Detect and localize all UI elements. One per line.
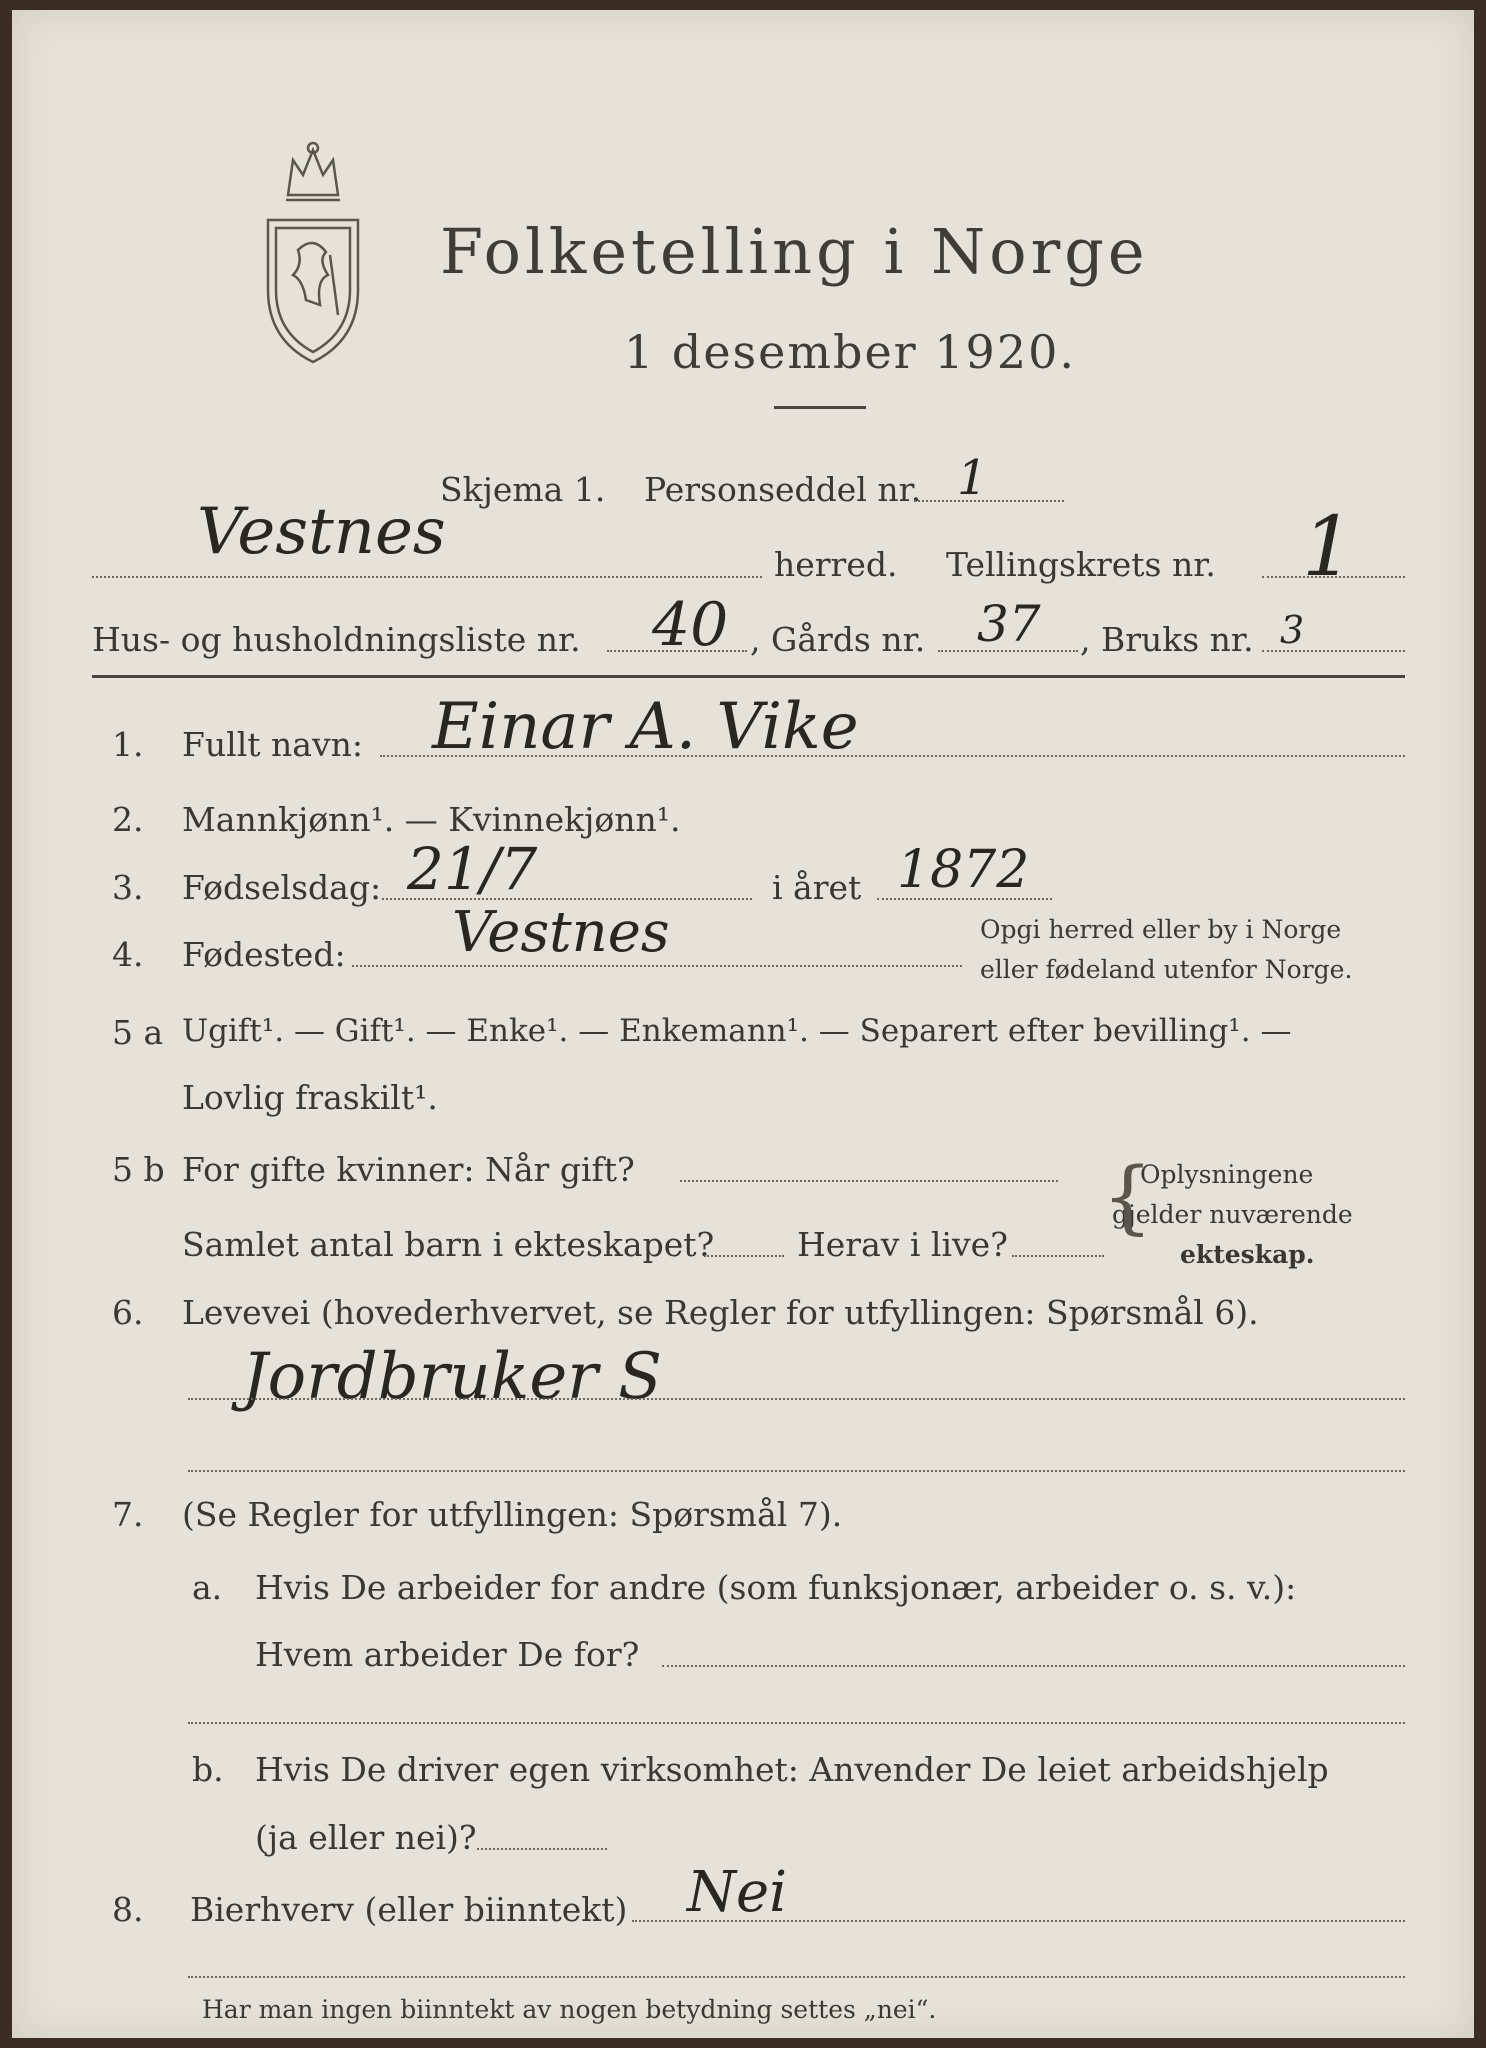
form-date: 1 desember 1920. [624,325,1076,379]
q5b-note-line3: ekteskap. [1180,1240,1315,1269]
census-form [12,10,1474,2038]
q5a-line1: Ugift¹. — Gift¹. — Enke¹. — Enkemann¹. — Separert efter bevilling¹. — [182,1013,1292,1049]
q5b-number: 5 b [112,1150,165,1189]
q5b-line2b: Herav i live? [797,1225,1008,1264]
q8-line-extra [188,1976,1405,1978]
herred-label: herred. [774,545,898,584]
q7a-letter: a. [192,1568,223,1607]
gards-label: , Gårds nr. [750,620,926,659]
q6-line2 [188,1470,1405,1472]
q4-note-line1: Opgi herred eller by i Norge [980,915,1342,944]
q3-year-label: i året [772,868,862,907]
q3-number: 3. [112,868,144,907]
q7b-letter: b. [192,1750,224,1789]
q3-value[interactable]: 21/7 [407,835,538,903]
husliste-label: Hus- og husholdningsliste nr. [92,620,581,659]
q5b-line1: For gifte kvinner: Når gift? [182,1150,635,1189]
q5b-note-line1: Oplysningene [1140,1160,1314,1189]
herred-line [92,576,762,578]
q1-label: Fullt navn: [182,725,363,764]
q2-label: Mannkjønn¹. — Kvinnekjønn¹. [182,800,681,839]
q4-note-line2: eller fødeland utenfor Norge. [980,955,1353,984]
form-title: Folketelling i Norge [440,215,1149,288]
bruks-label: , Bruks nr. [1080,620,1254,659]
tellingskrets-label: Tellingskrets nr. [946,545,1216,584]
title-divider [774,406,866,409]
tellingskrets-value[interactable]: 1 [1302,500,1355,595]
husliste-value[interactable]: 40 [652,590,729,660]
q5a-number: 5 a [112,1013,164,1052]
q5b-gift-line [680,1180,1058,1182]
q5a-line2: Lovlig fraskilt¹. [182,1078,438,1117]
personseddel-label: Personseddel nr. [644,470,922,509]
personseddel-value[interactable]: 1 [957,450,988,506]
q4-number: 4. [112,935,144,974]
q8-number: 8. [112,1890,144,1929]
q5b-line2a: Samlet antal barn i ekteskapet? [182,1225,715,1264]
q2-number: 2. [112,800,144,839]
q6-number: 6. [112,1293,144,1332]
personseddel-line [914,500,1064,502]
q7b-line1: Hvis De driver egen virksomhet: Anvender De leiet arbeidshjelp [255,1750,1329,1789]
q5b-live-line [1012,1255,1104,1257]
q7a-line-extra [188,1722,1405,1724]
q4-label: Fødested: [182,935,346,974]
bruks-value[interactable]: 3 [1280,608,1305,652]
q3-year-value[interactable]: 1872 [897,840,1030,900]
q1-number: 1. [112,725,144,764]
q7b-line2: (ja eller nei)? [255,1818,477,1857]
q7a-line2: Hvem arbeider De for? [255,1635,640,1674]
q6-label: Levevei (hovederhvervet, se Regler for utfyllingen: Spørsmål 6). [182,1293,1259,1332]
q5b-barn-line [704,1255,784,1257]
q4-value[interactable]: Vestnes [452,900,670,965]
q8-label: Bierhverv (eller biinntekt) [190,1890,628,1929]
q4-line [352,965,962,967]
q5b-note-line2: gjelder nuværende [1112,1200,1353,1229]
q7-label: (Se Regler for utfyllingen: Spørsmål 7). [182,1495,843,1534]
footer-note: Har man ingen biinntekt av nogen betydning settes „nei“. [202,1995,937,2024]
header-rule [92,675,1405,678]
gards-value[interactable]: 37 [977,595,1041,653]
q6-line1 [188,1398,1405,1400]
coat-of-arms-icon [258,140,368,365]
q7a-line [662,1665,1405,1667]
skjema-label: Skjema 1. [440,470,606,509]
q7b-line [477,1848,607,1850]
q7-number: 7. [112,1495,144,1534]
q1-value[interactable]: Einar A. Vike [432,690,859,764]
q3-label: Fødselsdag: [182,868,382,907]
q5b-brace: { [1102,1150,1153,1243]
q6-value[interactable]: Jordbruker S [242,1340,662,1414]
herred-value[interactable]: Vestnes [197,495,446,569]
q8-value[interactable]: Nei [687,1860,788,1925]
q7a-line1: Hvis De arbeider for andre (som funksjonær, arbeider o. s. v.): [255,1568,1297,1607]
